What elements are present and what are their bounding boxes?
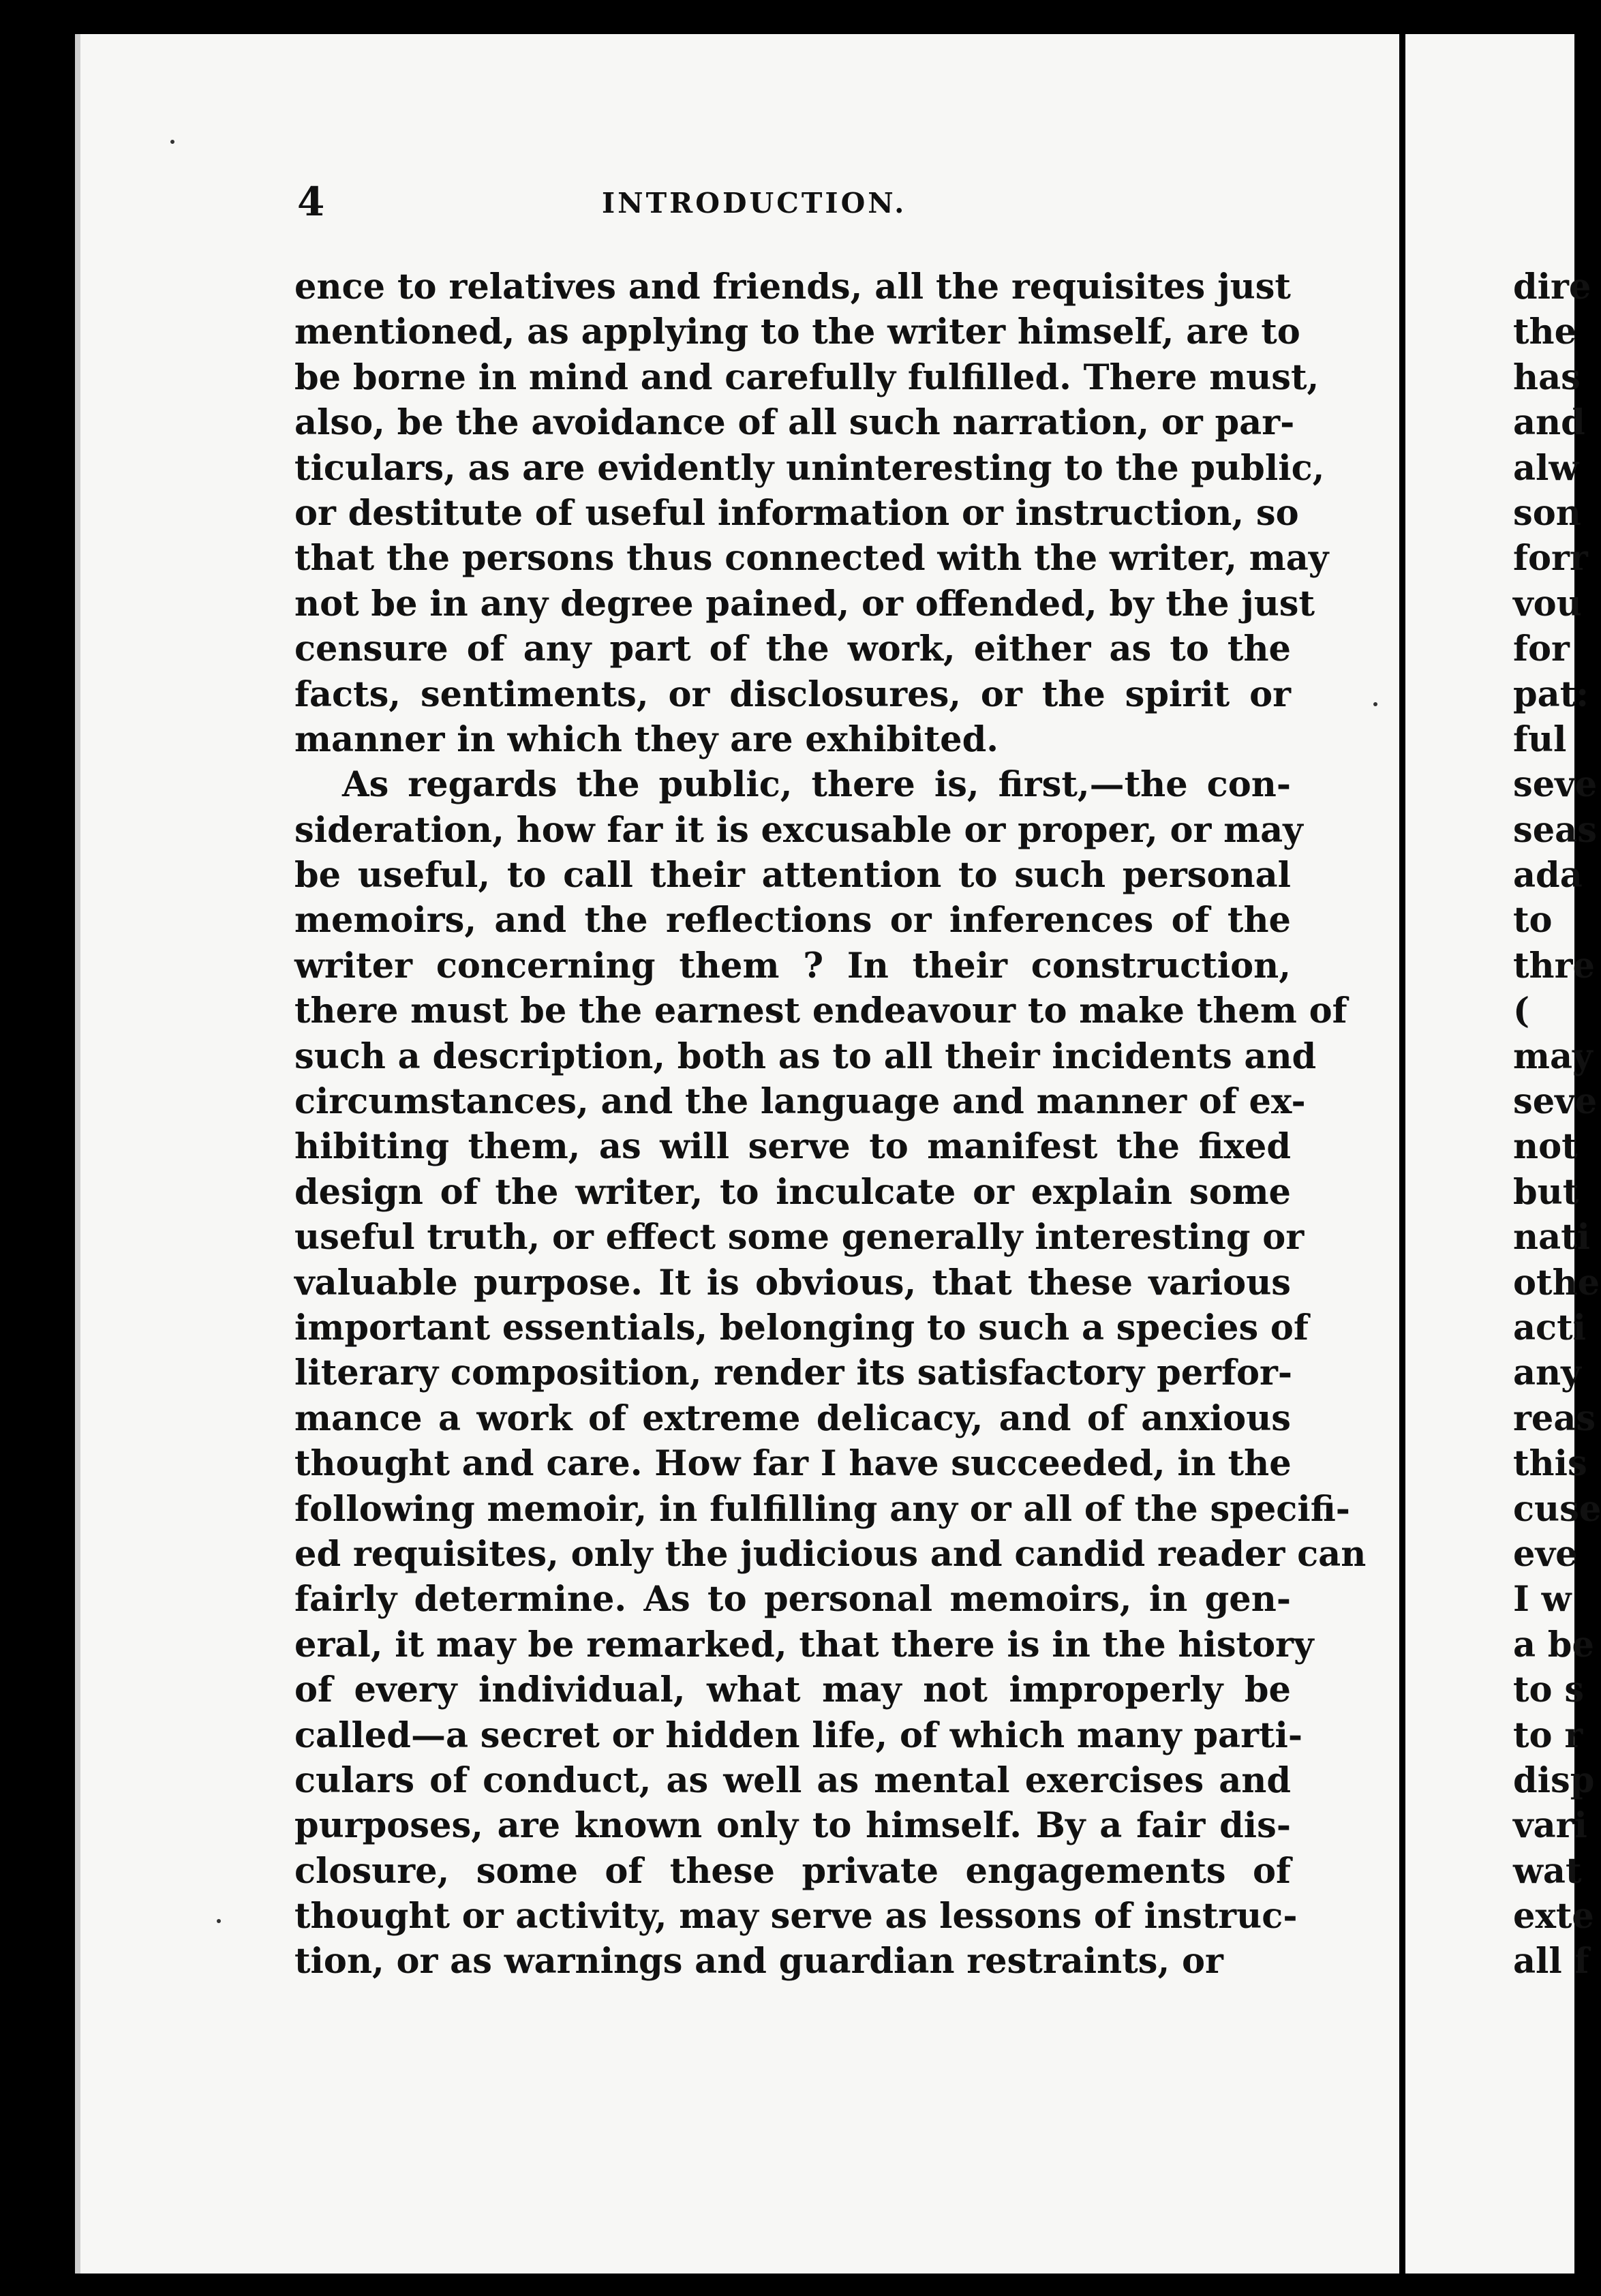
text-line: ed requisites, only the judicious and candid reader can	[294, 1533, 1367, 1575]
text-line-fragment: this	[1513, 1443, 1587, 1485]
text-line-fragment: acti	[1513, 1307, 1587, 1348]
text-line-fragment: pat:	[1513, 674, 1589, 715]
text-line-fragment: not	[1513, 1126, 1578, 1168]
speck	[170, 140, 174, 144]
text-line: also, be the avoidance of all such narration, or par-	[294, 402, 1295, 444]
text-line-fragment: disp	[1513, 1759, 1595, 1801]
text-line: such a description, both as to all their incidents and	[294, 1036, 1317, 1077]
page-header	[217, 179, 1294, 225]
text-line: facts, sentiments, or disclosures, or the spirit or	[294, 674, 1291, 715]
speck	[217, 1919, 221, 1923]
text-line: hibiting them, as will serve to manifest the fixed	[294, 1126, 1291, 1168]
text-line-fragment: exte	[1513, 1896, 1594, 1937]
text-line: manner in which they are exhibited.	[294, 719, 999, 760]
text-line-fragment: thre	[1513, 945, 1595, 986]
text-line: thought and care. How far I have succeeded, in the	[294, 1443, 1292, 1485]
text-line: tion, or as warnings and guardian restraints, or	[294, 1941, 1223, 1982]
text-line-fragment: has	[1513, 357, 1581, 398]
text-line: As regards the public, there is, first,—the con-	[342, 764, 1291, 806]
text-line-fragment: to	[1513, 900, 1553, 941]
text-line: be borne in mind and carefully fulfilled. There must,	[294, 357, 1320, 398]
text-line-fragment: the	[1513, 312, 1577, 353]
text-line-fragment: forr	[1513, 538, 1588, 579]
text-line: called—a secret or hidden life, of which many parti-	[294, 1715, 1303, 1756]
text-line: sideration, how far it is excusable or proper, or may	[294, 809, 1303, 851]
text-line-fragment: vari	[1513, 1805, 1587, 1847]
text-line-fragment: for	[1513, 629, 1570, 670]
right-page-text	[1513, 265, 1601, 1984]
text-line-fragment: seve	[1513, 1081, 1598, 1123]
text-line-fragment: (	[1513, 991, 1530, 1032]
text-line: that the persons thus connected with the writer, may	[294, 538, 1329, 579]
text-line-fragment: wat	[1513, 1850, 1582, 1892]
text-line: memoirs, and the reflections or inferences of the	[294, 900, 1291, 941]
text-line: literary composition, render its satisfactory perfor-	[294, 1353, 1293, 1394]
text-line-fragment: but	[1513, 1171, 1579, 1213]
text-line-fragment: nati	[1513, 1217, 1591, 1258]
text-line-fragment: dire	[1513, 267, 1591, 307]
text-line-fragment: to s	[1513, 1670, 1585, 1711]
text-line: ticulars, as are evidently uninteresting to the public,	[294, 447, 1325, 489]
running-title: INTRODUCTION.	[602, 187, 907, 220]
text-line: ence to relatives and friends, all the requisites just	[294, 267, 1291, 307]
text-line-fragment: and	[1513, 402, 1585, 444]
text-line-fragment: cuse	[1513, 1488, 1601, 1530]
text-line-fragment: seve	[1513, 764, 1598, 806]
text-line-fragment: a be	[1513, 1624, 1594, 1665]
text-line: not be in any degree pained, or offended, by the just	[294, 583, 1315, 624]
text-line: culars of conduct, as well as mental exercises and	[294, 1759, 1291, 1801]
text-line: eral, it may be remarked, that there is in the history	[294, 1624, 1314, 1665]
text-line: thought or activity, may serve as lessons of instruc-	[294, 1896, 1298, 1937]
text-line-fragment: ada	[1513, 855, 1583, 896]
text-line: closure, some of these private engagements of	[294, 1850, 1291, 1892]
text-line-fragment: othe	[1513, 1262, 1600, 1303]
text-line-fragment: vou	[1513, 583, 1582, 624]
text-line: mentioned, as applying to the writer himself, are to	[294, 312, 1300, 353]
text-line-fragment: reas	[1513, 1398, 1596, 1439]
speck	[1373, 702, 1377, 706]
text-line-fragment: to r	[1513, 1715, 1583, 1756]
text-line: following memoir, in fulfilling any or all of the specifi-	[294, 1488, 1350, 1530]
text-line-fragment: may	[1513, 1036, 1593, 1077]
text-line: of every individual, what may not improperly be	[294, 1670, 1291, 1711]
text-line-fragment: seas	[1513, 809, 1597, 851]
text-line-fragment: I w	[1513, 1579, 1572, 1620]
text-line: censure of any part of the work, either as to the	[294, 629, 1291, 670]
page-number: 4	[297, 179, 325, 225]
text-line-fragment: all f	[1513, 1941, 1589, 1982]
text-line: there must be the earnest endeavour to make them of	[294, 991, 1347, 1032]
text-line: fairly determine. As to personal memoirs, in gen-	[294, 1579, 1291, 1620]
text-line: circumstances, and the language and manner of ex-	[294, 1081, 1306, 1123]
text-line: valuable purpose. It is obvious, that these various	[294, 1262, 1291, 1303]
text-line: purposes, are known only to himself. By a fair dis-	[294, 1805, 1291, 1847]
text-line-fragment: son	[1513, 492, 1581, 534]
text-line: mance a work of extreme delicacy, and of anxious	[294, 1398, 1291, 1439]
text-line-fragment: alw	[1513, 447, 1579, 489]
text-line: be useful, to call their attention to such personal	[294, 855, 1291, 896]
text-line: important essentials, belonging to such a species of	[294, 1307, 1309, 1348]
text-line-fragment: eve	[1513, 1533, 1578, 1575]
body-text	[294, 265, 1367, 2010]
text-line-fragment: ful	[1513, 719, 1567, 760]
text-line-fragment: any	[1513, 1353, 1581, 1394]
text-line: or destitute of useful information or instruction, so	[294, 492, 1299, 534]
text-line: writer concerning them ? In their construction,	[294, 945, 1291, 986]
text-line: useful truth, or effect some generally interesting or	[294, 1217, 1305, 1258]
text-line: design of the writer, to inculcate or explain some	[294, 1171, 1291, 1213]
